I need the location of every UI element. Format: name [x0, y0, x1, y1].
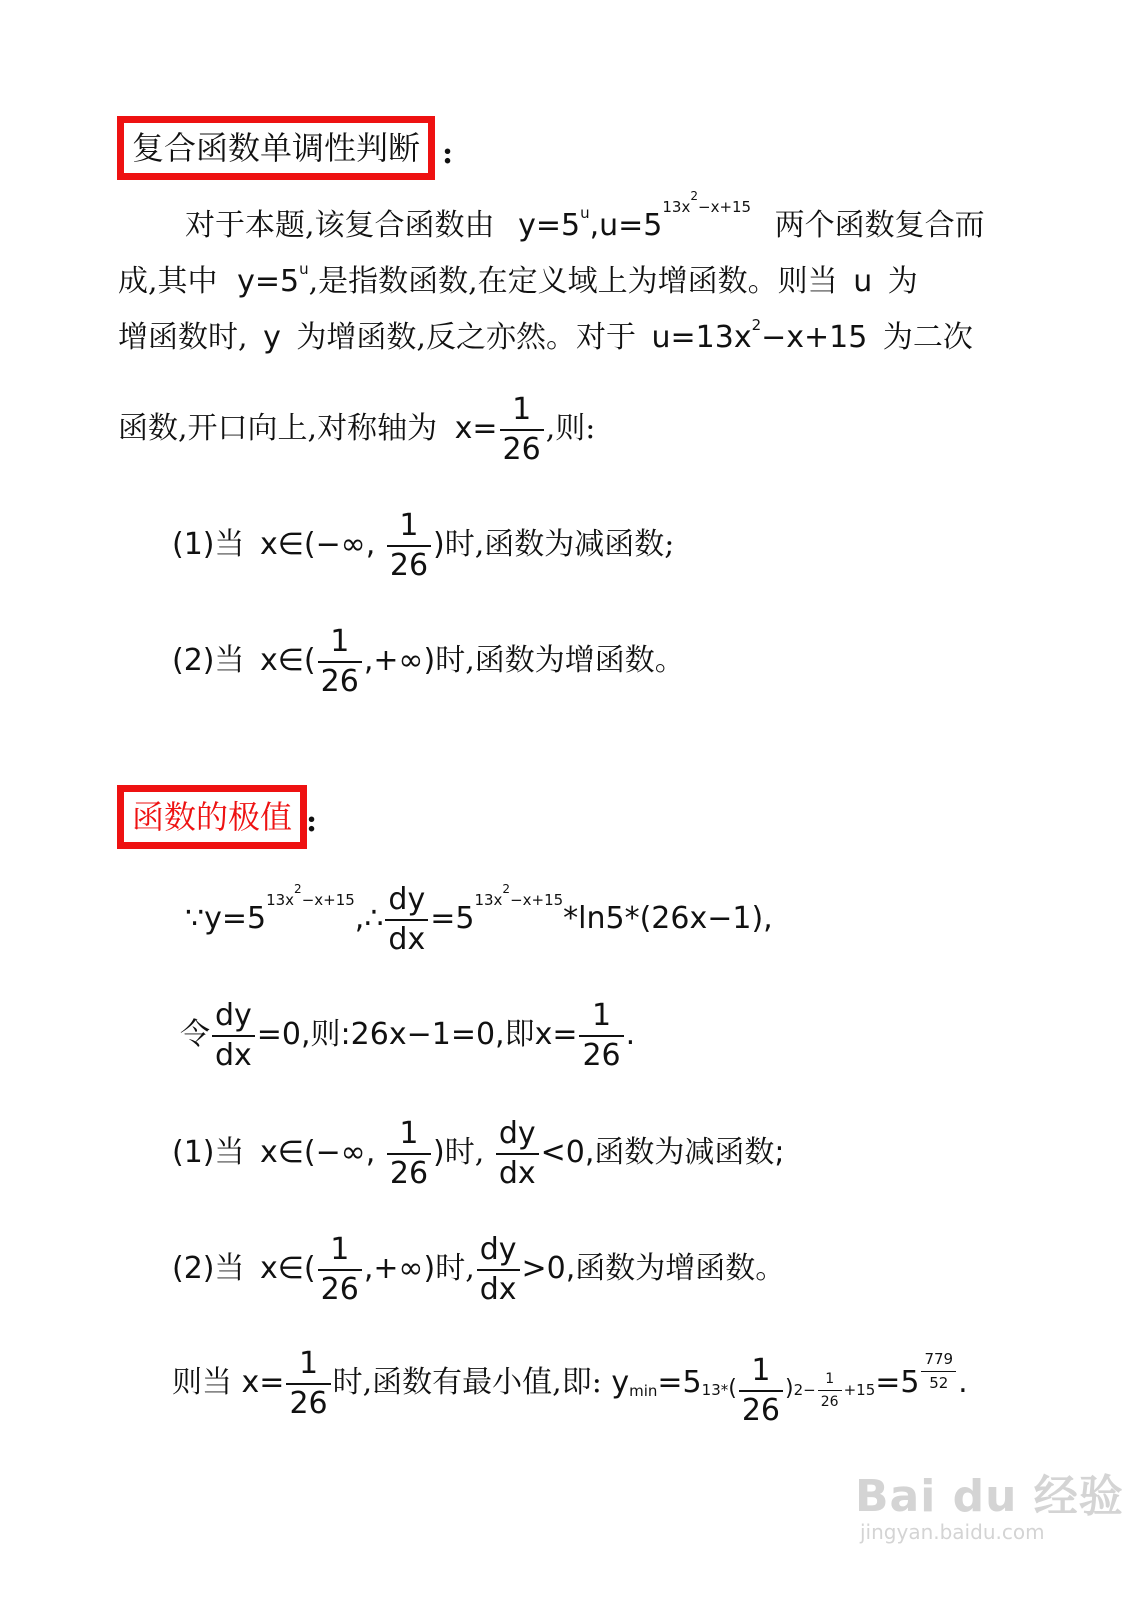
para-line-3: [118, 318, 973, 358]
min-exponent: 13*( $\frac{1}{26}$ )2− $\frac{1}{26}$ +15: [701, 1352, 876, 1428]
para-line-2: [118, 262, 918, 302]
math-eq5: =5: [657, 1365, 702, 1400]
min-text: 时,函数有最小值,即:: [332, 1365, 602, 1400]
case-label: (2)当: [172, 1251, 245, 1286]
min-text: 则当: [172, 1365, 232, 1400]
section1-heading: [117, 116, 435, 180]
section1-colon: :: [442, 136, 454, 171]
period: .: [958, 1365, 968, 1400]
math-x-eq: x=: [534, 1017, 578, 1052]
setzero-line: [180, 998, 635, 1072]
interval: x∈(: [260, 643, 316, 678]
s1-case-2: [172, 624, 685, 698]
case-text: 时,函数为减函数;: [444, 527, 675, 562]
math-ymin: ymin: [611, 1365, 658, 1400]
interval: x∈(−∞,: [260, 527, 376, 562]
math-y-eq-2: $y=5^u$: [237, 260, 309, 299]
para-text: 为增函数,反之亦然。对于: [296, 320, 636, 355]
fraction-1-26: $\frac{1}{26}$: [318, 627, 362, 697]
para-text: 为: [887, 264, 918, 299]
fraction-1-26: $\frac{1}{26}$: [318, 1235, 362, 1305]
case-mid: 时,: [444, 1135, 485, 1170]
math-eq5: =5: [430, 901, 475, 936]
case-mid: 时,: [435, 1251, 475, 1286]
para-line-1: [185, 189, 985, 246]
case-compare: <0,函数为减函数;: [540, 1135, 785, 1170]
fraction-1-26: $\frac{1}{26}$: [286, 1349, 330, 1419]
watermark-url: jingyan.baidu.com: [860, 1520, 1045, 1544]
fraction-1-26: $\frac{1}{26}$: [387, 511, 431, 581]
setzero-mid: =0,则:26x−1=0,即: [256, 1017, 535, 1052]
s2-case-1: [172, 1116, 785, 1190]
derivative-line: $\because y=5^{13x^2-x+15},\therefore$ $\frac{dy}{dx}$ $=5^{13x^2-x+15}*\ln 5*(26x-1)$,: [185, 881, 773, 957]
math-x-eq: x=: [454, 411, 498, 446]
section1-heading-text: 复合函数单调性判断: [132, 129, 421, 167]
interval: x∈(: [260, 1251, 316, 1286]
fraction-1-26: $\frac{1}{26}$: [387, 1119, 431, 1189]
therefore-symbol: ,∴: [354, 901, 384, 936]
section2-heading: [117, 785, 307, 849]
para-text: 成,其中: [118, 264, 218, 299]
interval-close: ,+∞): [363, 643, 436, 678]
math-x-eq: x=: [241, 1365, 285, 1400]
ling-text: 令: [180, 1017, 210, 1052]
para-text: ,则:: [545, 411, 596, 446]
fraction-dy-dx: $\frac{dy}{dx}$: [385, 885, 428, 955]
because-symbol: ∵: [185, 901, 205, 936]
case-compare: >0,函数为增函数。: [521, 1251, 786, 1286]
fraction-1-26: $\frac{1}{26}$: [579, 1001, 623, 1071]
para-text: 为二次: [882, 320, 973, 355]
derivative-rest: *ln5*(26x−1),: [563, 901, 773, 936]
math-eq5: =5: [875, 1365, 920, 1400]
final-exponent: $\frac{779}{52}$: [921, 1352, 956, 1391]
baidu-jingyan-logo: Bai du 经验: [855, 1471, 1124, 1522]
interval-close: ): [433, 1135, 445, 1170]
para-text: ,是指数函数,在定义域上为增函数。则当: [308, 264, 838, 299]
fraction-dy-dx: $\frac{dy}{dx}$: [496, 1119, 539, 1189]
math-quadratic: $u=13x^2-x+15$: [651, 316, 868, 355]
case-label: (2)当: [172, 643, 245, 678]
case-text: 时,函数为增函数。: [435, 643, 685, 678]
section2-heading-text: 函数的极值: [132, 798, 293, 836]
para-text: 函数,开口向上,对称轴为: [118, 411, 438, 446]
period: .: [625, 1017, 636, 1052]
fraction-1-26: $\frac{1}{26}$: [500, 395, 544, 465]
interval-close: ): [433, 527, 445, 562]
interval: x∈(−∞,: [260, 1135, 376, 1170]
minimum-line: [172, 1346, 968, 1427]
fraction-dy-dx: $\frac{dy}{dx}$: [477, 1235, 520, 1305]
para-text: 两个函数复合而: [774, 208, 985, 243]
s1-case-1: [172, 508, 674, 582]
para-text: 增函数时,: [118, 320, 248, 355]
s2-case-2: [172, 1232, 785, 1306]
math-y-eq: y=5: [204, 901, 267, 936]
fraction-dy-dx: $\frac{dy}{dx}$: [212, 1001, 255, 1071]
case-label: (1)当: [172, 1135, 245, 1170]
case-label: (1)当: [172, 527, 245, 562]
interval-close: ,+∞): [363, 1251, 436, 1286]
math-u: u: [853, 264, 873, 299]
para-text: 对于本题,该复合函数由: [185, 208, 495, 243]
section2-colon: :: [306, 804, 318, 839]
para-line-4: [118, 392, 595, 466]
math-y-eq: $y=5^u,u=5^{13x^2-x+15}$: [518, 189, 752, 243]
math-y: y: [263, 320, 281, 355]
